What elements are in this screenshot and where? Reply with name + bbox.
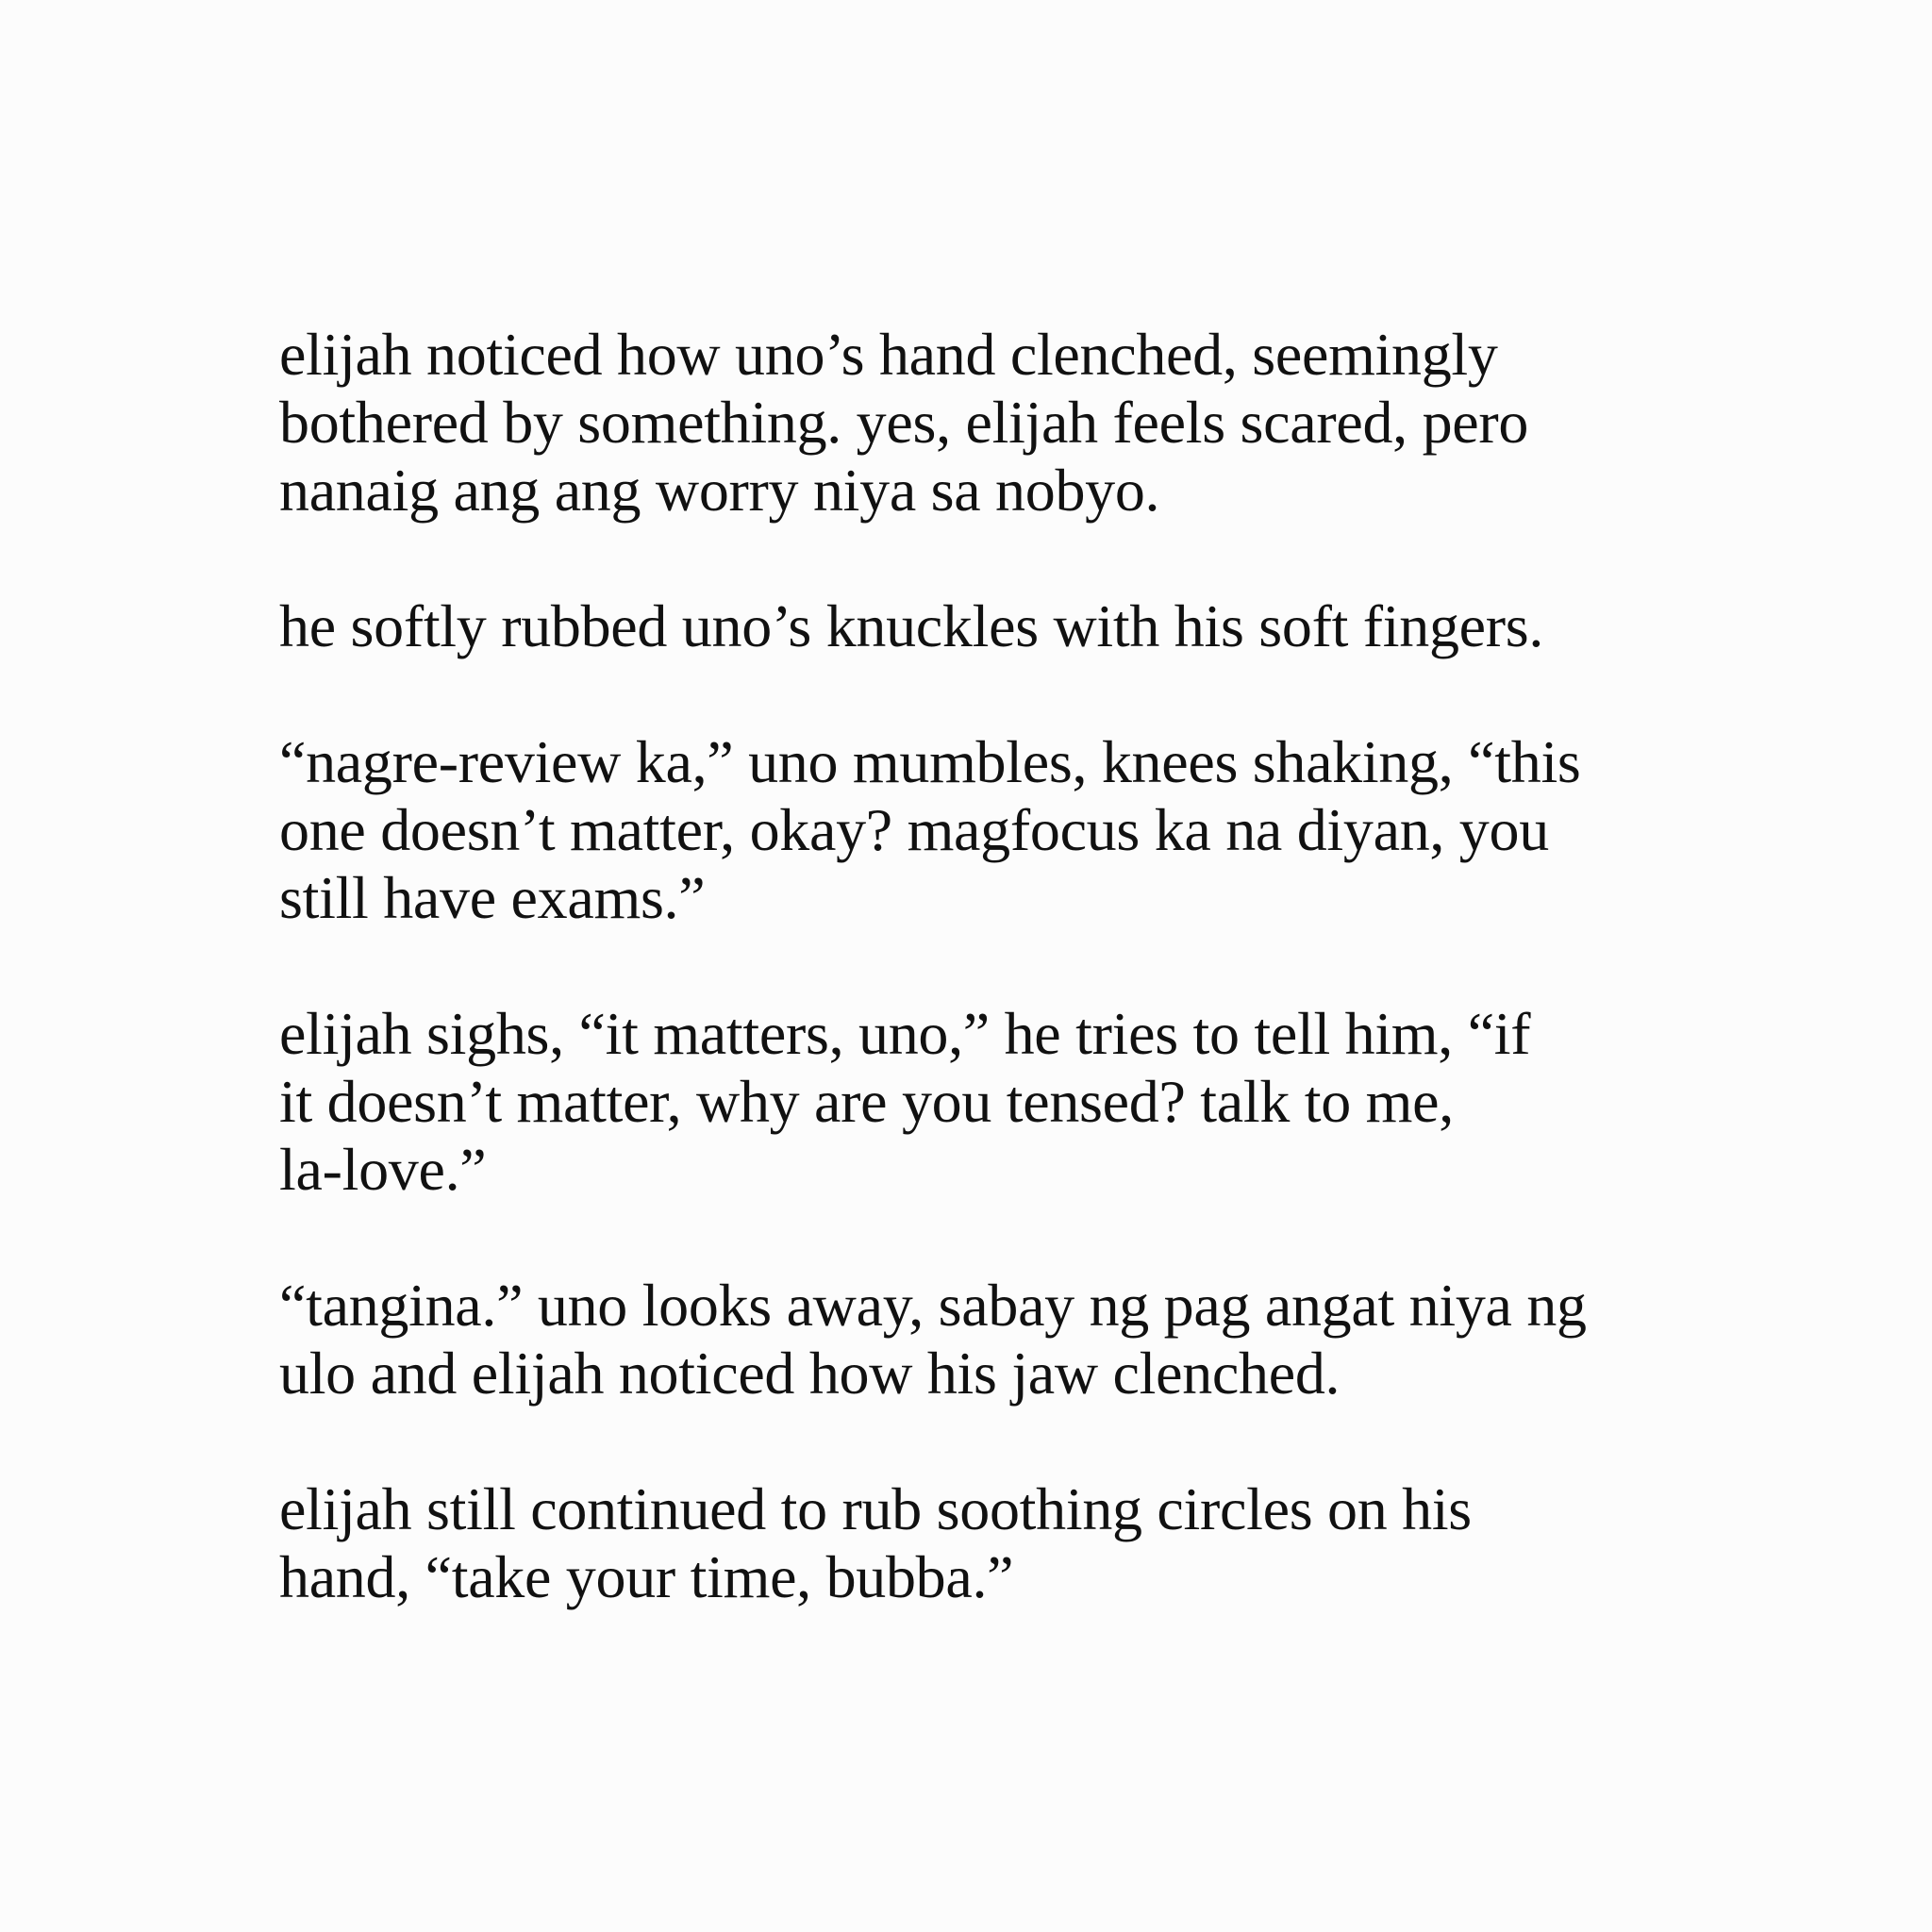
text-line: elijah noticed how uno’s hand clenched, seemingly xyxy=(279,321,1498,388)
paragraph-1 xyxy=(279,321,1694,525)
text-line: he softly rubbed uno’s knuckles with his soft fingers. xyxy=(279,592,1544,659)
paragraph-6 xyxy=(279,1475,1694,1611)
paragraph-4 xyxy=(279,1000,1694,1204)
text-line: it doesn’t matter, why are you tensed? talk to me, xyxy=(279,1068,1454,1135)
story-text xyxy=(279,321,1694,1611)
text-line: ulo and elijah noticed how his jaw clenched. xyxy=(279,1340,1341,1407)
paragraph-2 xyxy=(279,592,1694,660)
paragraph-3 xyxy=(279,728,1694,932)
text-line: one doesn’t matter, okay? magfocus ka na diyan, you xyxy=(279,796,1549,863)
text-line: elijah still continued to rub soothing circles on his xyxy=(279,1475,1472,1542)
paragraph-5 xyxy=(279,1272,1694,1407)
text-line: la-love.” xyxy=(279,1136,487,1203)
text-line: hand, “take your time, bubba.” xyxy=(279,1543,1014,1610)
text-line: nanaig ang ang worry niya sa nobyo. xyxy=(279,457,1160,524)
text-line: elijah sighs, “it matters, uno,” he tries to tell him, “if xyxy=(279,1000,1531,1067)
text-line: still have exams.” xyxy=(279,864,706,931)
text-line: “tangina.” uno looks away, sabay ng pag angat niya ng xyxy=(279,1272,1587,1339)
text-line: bothered by something. yes, elijah feels scared, pero xyxy=(279,389,1529,456)
text-line: “nagre-review ka,” uno mumbles, knees shaking, “this xyxy=(279,728,1581,795)
